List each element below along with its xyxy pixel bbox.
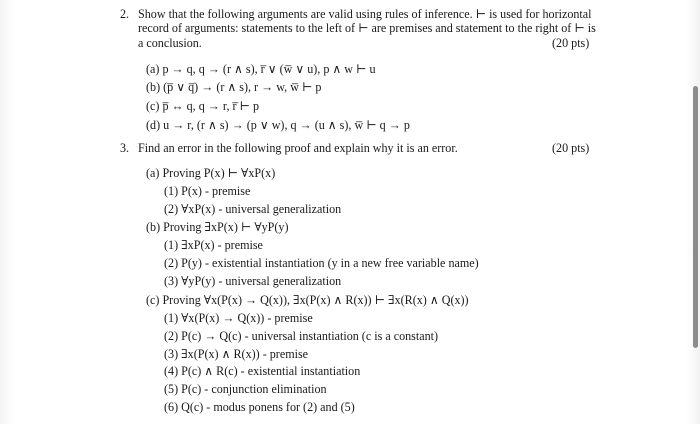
problem-3-part-c-step-5: (5) P(c) - conjunction elimination xyxy=(164,382,327,396)
problem-3-intro: Find an error in the following proof and explain why it is an error. xyxy=(138,141,458,155)
vertical-scrollbar[interactable] xyxy=(693,86,698,348)
problem-2-item-b: (b) (p̅ ∨ q̅) → (r ∧ s), r → w, w̅ ⊢ p xyxy=(146,80,322,94)
problem-2-intro-line-3: a conclusion. xyxy=(138,36,202,50)
problem-2-number: 2. xyxy=(120,7,130,21)
problem-3-part-a-step-2: (2) ∀xP(x) - universal generalization xyxy=(164,202,342,216)
problem-3-part-b-step-2: (2) P(y) - existential instantiation (y in a new free variable name) xyxy=(164,256,479,270)
problem-2-points: (20 pts) xyxy=(552,36,590,50)
problem-2-item-d: (d) u → r, (r ∧ s) → (p ∨ w), q → (u ∧ s), w̅ ⊢ q → p xyxy=(146,118,410,132)
problem-3-part-b-step-3: (3) ∀yP(y) - universal generalization xyxy=(164,274,342,288)
problem-3-part-c-step-6: (6) Q(c) - modus ponens for (2) and (5) xyxy=(164,400,355,414)
problem-3-part-a-heading: (a) Proving P(x) ⊢ ∀xP(x) xyxy=(146,166,276,180)
problem-3-part-a-step-1: (1) P(x) - premise xyxy=(164,184,251,198)
problem-2-intro-line-2: record of arguments: statements to the left of ⊢ are premises and statement to the right of ⊢ is xyxy=(138,21,596,35)
problem-3-part-c-step-2: (2) P(c) → Q(c) - universal instantiation (c is a constant) xyxy=(164,329,439,343)
problem-2-item-a: (a) p → q, q → (r ∧ s), r̅ ∨ (w̅ ∨ u), p ∧ w ⊢ u xyxy=(146,62,376,76)
problem-3-number: 3. xyxy=(120,141,130,155)
problem-3-part-c-step-3: (3) ∃x(P(x) ∧ R(x)) - premise xyxy=(164,347,309,361)
problem-3-part-b-step-1: (1) ∃xP(x) - premise xyxy=(164,238,263,252)
problem-2-intro-line-1: Show that the following arguments are valid using rules of inference. ⊢ is used for horizontal xyxy=(138,7,592,21)
problem-3-part-c-heading: (c) Proving ∀x(P(x) → Q(x)), ∃x(P(x) ∧ R(x)) ⊢ ∃x(R(x) ∧ Q(x)) xyxy=(146,293,469,307)
problem-3-part-c-step-1: (1) ∀x(P(x) → Q(x)) - premise xyxy=(164,311,313,325)
problem-3-part-b-heading: (b) Proving ∃xP(x) ⊢ ∀yP(y) xyxy=(146,220,289,234)
problem-3-part-c-step-4: (4) P(c) ∧ R(c) - existential instantiation xyxy=(164,364,361,378)
problem-3-points: (20 pts) xyxy=(552,141,590,155)
problem-2-item-c: (c) p̅ ↔ q, q → r, r̅ ⊢ p xyxy=(146,99,260,113)
